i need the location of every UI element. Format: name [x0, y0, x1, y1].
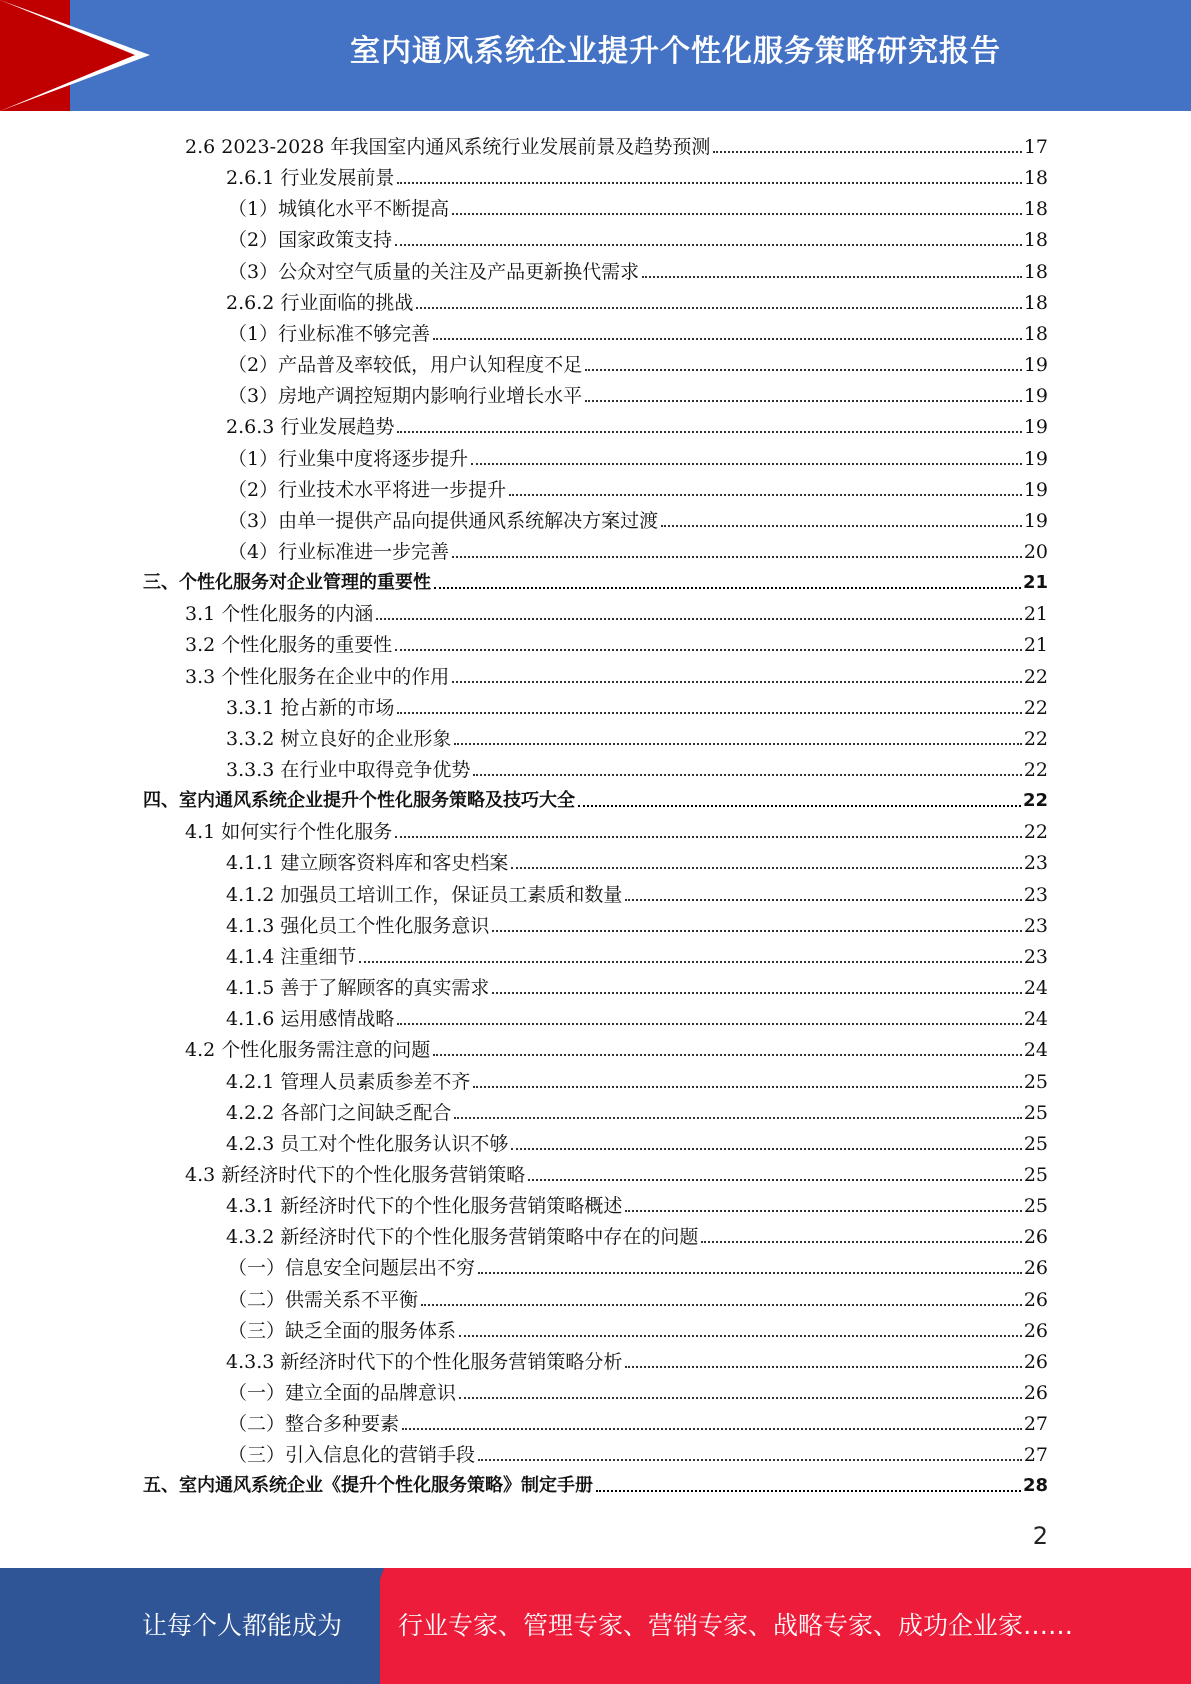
toc-entry-page: 23 — [1023, 852, 1048, 875]
toc-dot-leader — [473, 774, 1021, 776]
toc-entry-label: 五、室内通风系统企业《提升个性化服务策略》制定手册 — [143, 1475, 593, 1497]
toc-entry-page: 26 — [1023, 1288, 1048, 1311]
toc-entry[interactable] — [226, 408, 1048, 439]
toc-entry-page: 23 — [1023, 914, 1048, 937]
toc-entry-label: （2）产品普及率较低，用户认知程度不足 — [228, 354, 583, 377]
toc-entry[interactable] — [226, 907, 1048, 938]
toc-entry[interactable] — [185, 813, 1048, 844]
toc-entry-page: 18 — [1023, 198, 1048, 221]
toc-entry-label: 三、个性化服务对企业管理的重要性 — [143, 572, 431, 594]
toc-entry-label: 2.6.1 行业发展前景 — [226, 167, 395, 190]
toc-entry[interactable] — [228, 1374, 1048, 1405]
toc-entry[interactable] — [226, 1218, 1048, 1249]
toc-entry-label: 4.3 新经济时代下的个性化服务营销策略 — [185, 1163, 526, 1186]
toc-dot-leader — [701, 1241, 1021, 1243]
toc-entry-page: 25 — [1023, 1195, 1048, 1218]
toc-entry-label: 4.3.3 新经济时代下的个性化服务营销策略分析 — [226, 1350, 623, 1373]
toc-entry[interactable] — [228, 533, 1048, 564]
toc-dot-leader — [578, 805, 1021, 807]
toc-entry-label: 3.3.1 抢占新的市场 — [226, 696, 395, 719]
toc-entry[interactable] — [226, 159, 1048, 190]
toc-entry-page: 24 — [1023, 1008, 1048, 1031]
document-title: 室内通风系统企业提升个性化服务策略研究报告 — [350, 34, 1001, 69]
toc-entry-label: 4.1 如何实行个性化服务 — [185, 821, 393, 844]
toc-entry[interactable] — [185, 1156, 1048, 1187]
toc-entry[interactable] — [228, 502, 1048, 533]
toc-entry-page: 22 — [1023, 727, 1048, 750]
toc-entry-page: 21 — [1022, 572, 1048, 594]
toc-entry-page: 19 — [1023, 416, 1048, 439]
toc-dot-leader — [359, 961, 1021, 963]
toc-entry-page: 26 — [1023, 1350, 1048, 1373]
toc-entry-page: 23 — [1023, 883, 1048, 906]
toc-dot-leader — [395, 836, 1022, 838]
toc-entry-page: 19 — [1023, 478, 1048, 501]
toc-entry-label: 四、室内通风系统企业提升个性化服务策略及技巧大全 — [143, 790, 575, 812]
toc-entry[interactable] — [226, 1187, 1048, 1218]
page-number: 2 — [1032, 1522, 1048, 1550]
toc-dot-leader — [511, 1148, 1021, 1150]
toc-entry-label: 4.2 个性化服务需注意的问题 — [185, 1039, 431, 1062]
toc-entry-label: 2.6 2023-2028 年我国室内通风系统行业发展前景及趋势预测 — [185, 136, 711, 158]
toc-entry[interactable] — [226, 1000, 1048, 1031]
toc-entry-page: 26 — [1023, 1382, 1048, 1404]
toc-entry-page: 18 — [1023, 167, 1048, 190]
toc-dot-leader — [511, 867, 1021, 869]
toc-dot-leader — [402, 1428, 1022, 1430]
toc-entry-label: 4.2.2 各部门之间缺乏配合 — [226, 1101, 452, 1124]
toc-entry[interactable] — [226, 689, 1048, 720]
toc-entry[interactable] — [143, 1467, 1048, 1498]
toc-dot-leader — [416, 307, 1021, 309]
toc-entry-page: 26 — [1023, 1257, 1048, 1280]
toc-entry[interactable] — [226, 969, 1048, 1000]
toc-dot-leader — [397, 1023, 1021, 1025]
toc-dot-leader — [713, 151, 1021, 153]
toc-entry[interactable] — [226, 284, 1048, 315]
toc-entry-label: （一）信息安全问题层出不穷 — [228, 1257, 476, 1280]
toc-entry-page: 27 — [1023, 1444, 1048, 1467]
toc-entry-label: 3.2 个性化服务的重要性 — [185, 634, 393, 657]
toc-entry[interactable] — [226, 1343, 1048, 1374]
toc-entry-page: 24 — [1023, 977, 1048, 1000]
toc-dot-leader — [376, 618, 1022, 620]
toc-entry-label: 4.1.2 加强员工培训工作，保证员工素质和数量 — [226, 883, 623, 906]
header-red-arrow-icon — [0, 0, 135, 111]
toc-entry[interactable] — [228, 1436, 1048, 1467]
toc-entry-label: （二）供需关系不平衡 — [228, 1288, 419, 1311]
toc-entry[interactable] — [226, 1125, 1048, 1156]
toc-entry[interactable] — [185, 595, 1048, 626]
toc-dot-leader — [478, 1459, 1022, 1461]
toc-entry[interactable] — [228, 190, 1048, 221]
toc-entry-label: 2.6.2 行业面临的挑战 — [226, 291, 414, 314]
toc-entry[interactable] — [226, 876, 1048, 907]
toc-entry[interactable] — [226, 751, 1048, 782]
toc-entry-page: 25 — [1023, 1163, 1048, 1186]
toc-entry-label: （3）由单一提供产品向提供通风系统解决方案过渡 — [228, 509, 659, 532]
toc-entry-label: 3.1 个性化服务的内涵 — [185, 603, 374, 626]
toc-dot-leader — [642, 276, 1022, 278]
toc-entry-page: 19 — [1023, 385, 1048, 408]
toc-entry[interactable] — [143, 564, 1048, 595]
toc-dot-leader — [471, 463, 1022, 465]
toc-dot-leader — [596, 1490, 1021, 1492]
toc-entry-label: （3）公众对空气质量的关注及产品更新换代需求 — [228, 260, 640, 283]
toc-dot-leader — [452, 681, 1022, 683]
toc-dot-leader — [492, 992, 1021, 994]
toc-entry[interactable] — [228, 221, 1048, 252]
toc-entry-label: （2）国家政策支持 — [228, 229, 393, 252]
toc-entry-label: 4.1.4 注重细节 — [226, 945, 357, 968]
toc-entry-page: 21 — [1023, 603, 1048, 626]
toc-entry-label: （2）行业技术水平将进一步提升 — [228, 478, 507, 501]
toc-dot-leader — [509, 494, 1022, 496]
toc-entry[interactable] — [185, 1031, 1048, 1062]
toc-dot-leader — [452, 556, 1022, 558]
toc-entry-label: （4）行业标准进一步完善 — [228, 540, 450, 563]
toc-entry[interactable] — [228, 253, 1048, 284]
toc-dot-leader — [397, 182, 1021, 184]
toc-dot-leader — [478, 1272, 1022, 1274]
toc-entry-label: 4.3.2 新经济时代下的个性化服务营销策略中存在的问题 — [226, 1226, 699, 1249]
toc-entry[interactable] — [226, 844, 1048, 875]
toc-entry[interactable] — [226, 1094, 1048, 1125]
toc-entry-label: （1）行业集中度将逐步提升 — [228, 447, 469, 470]
toc-entry-page: 22 — [1023, 665, 1048, 688]
toc-dot-leader — [625, 899, 1021, 901]
toc-entry-page: 18 — [1023, 229, 1048, 252]
toc-entry[interactable] — [228, 440, 1048, 471]
toc-entry-page: 25 — [1023, 1132, 1048, 1155]
toc-entry[interactable] — [228, 1281, 1048, 1312]
toc-entry-label: 3.3.3 在行业中取得竞争优势 — [226, 759, 471, 781]
toc-dot-leader — [452, 213, 1022, 215]
toc-dot-leader — [528, 1179, 1022, 1181]
toc-dot-leader — [661, 525, 1022, 527]
toc-entry-page: 21 — [1023, 634, 1048, 657]
toc-entry[interactable] — [228, 315, 1048, 346]
toc-entry-label: 4.1.6 运用感情战略 — [226, 1008, 395, 1031]
toc-entry-page: 22 — [1022, 790, 1048, 812]
toc-entry-page: 26 — [1023, 1319, 1048, 1342]
toc-entry[interactable] — [143, 782, 1048, 813]
toc-dot-leader — [397, 712, 1021, 714]
footer-slogan-right: 行业专家、管理专家、营销专家、战略专家、成功企业家…… — [398, 1611, 1074, 1640]
toc-entry-label: （一）建立全面的品牌意识 — [228, 1382, 457, 1404]
toc-entry[interactable] — [226, 1063, 1048, 1094]
toc-entry-page: 26 — [1023, 1226, 1048, 1249]
toc-entry-page: 18 — [1023, 260, 1048, 283]
page-header — [0, 0, 1191, 111]
toc-entry-label: （1）行业标准不够完善 — [228, 322, 431, 345]
toc-entry[interactable] — [228, 1249, 1048, 1280]
toc-dot-leader — [459, 1397, 1022, 1399]
toc-entry-label: （三）缺乏全面的服务体系 — [228, 1319, 457, 1342]
toc-dot-leader — [395, 244, 1022, 246]
toc-entry-label: 4.1.1 建立顾客资料库和客史档案 — [226, 852, 509, 875]
toc-entry-page: 19 — [1023, 447, 1048, 470]
toc-dot-leader — [585, 400, 1022, 402]
footer-blue-slant — [344, 1568, 384, 1684]
toc-entry-label: 4.1.3 强化员工个性化服务意识 — [226, 914, 490, 937]
toc-entry-label: （三）引入信息化的营销手段 — [228, 1444, 476, 1467]
toc-entry-page: 18 — [1023, 291, 1048, 314]
toc-dot-leader — [397, 431, 1021, 433]
toc-entry[interactable] — [228, 377, 1048, 408]
toc-entry-label: （3）房地产调控短期内影响行业增长水平 — [228, 385, 583, 408]
toc-entry-label: 4.3.1 新经济时代下的个性化服务营销策略概述 — [226, 1195, 623, 1218]
toc-dot-leader — [454, 743, 1021, 745]
toc-entry-page: 22 — [1023, 696, 1048, 719]
toc-entry-page: 25 — [1023, 1070, 1048, 1093]
toc-entry[interactable] — [226, 720, 1048, 751]
toc-entry[interactable] — [185, 128, 1048, 159]
toc-dot-leader — [625, 1210, 1021, 1212]
toc-entry[interactable] — [226, 938, 1048, 969]
toc-entry[interactable] — [228, 346, 1048, 377]
toc-entry-page: 25 — [1023, 1101, 1048, 1124]
toc-entry-page: 22 — [1023, 759, 1048, 781]
toc-entry-page: 24 — [1023, 1039, 1048, 1062]
toc-entry-label: 4.2.3 员工对个性化服务认识不够 — [226, 1132, 509, 1155]
toc-dot-leader — [421, 1304, 1022, 1306]
toc-dot-leader — [473, 1086, 1021, 1088]
toc-entry[interactable] — [228, 471, 1048, 502]
toc-entry-page: 20 — [1023, 540, 1048, 563]
toc-dot-leader — [492, 930, 1021, 932]
toc-entry[interactable] — [185, 626, 1048, 657]
toc-entry[interactable] — [185, 658, 1048, 689]
toc-entry-page: 19 — [1023, 509, 1048, 532]
toc-dot-leader — [585, 369, 1022, 371]
toc-dot-leader — [395, 649, 1022, 651]
toc-entry-page: 23 — [1023, 945, 1048, 968]
toc-dot-leader — [434, 587, 1021, 589]
toc-entry-page: 19 — [1023, 354, 1048, 377]
toc-entry-page: 17 — [1023, 136, 1048, 158]
toc-entry-label: 3.3.2 树立良好的企业形象 — [226, 727, 452, 750]
footer-slogan-left: 让每个人都能成为 — [142, 1611, 343, 1640]
toc-entry-page: 18 — [1023, 322, 1048, 345]
toc-dot-leader — [459, 1335, 1022, 1337]
toc-entry-page: 27 — [1023, 1413, 1048, 1436]
page-footer — [0, 1568, 1191, 1684]
toc-entry-page: 28 — [1022, 1475, 1048, 1497]
toc-entry-label: 3.3 个性化服务在企业中的作用 — [185, 665, 450, 688]
toc-dot-leader — [433, 1054, 1022, 1056]
toc-entry[interactable] — [228, 1405, 1048, 1436]
toc-entry-label: （1）城镇化水平不断提高 — [228, 198, 450, 221]
toc-entry-label: 4.1.5 善于了解顾客的真实需求 — [226, 977, 490, 1000]
toc-entry-label: 2.6.3 行业发展趋势 — [226, 416, 395, 439]
toc-entry-page: 22 — [1023, 821, 1048, 844]
toc-entry-label: 4.2.1 管理人员素质参差不齐 — [226, 1070, 471, 1093]
toc-dot-leader — [454, 1117, 1021, 1119]
toc-entry-label: （二）整合多种要素 — [228, 1413, 400, 1436]
toc-dot-leader — [625, 1366, 1021, 1368]
toc-dot-leader — [433, 338, 1022, 340]
toc-entry[interactable] — [228, 1312, 1048, 1343]
